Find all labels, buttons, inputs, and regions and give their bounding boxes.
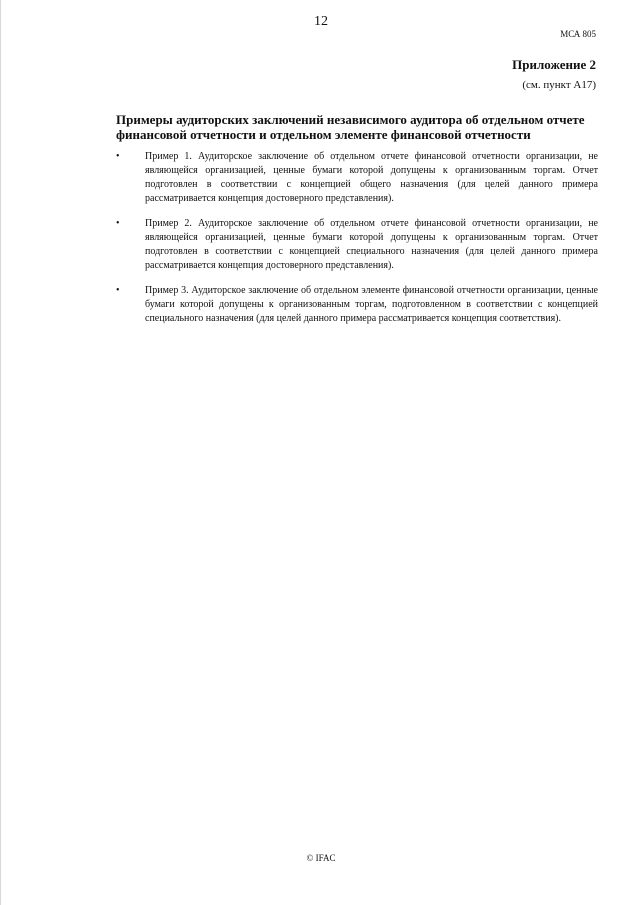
bullet-icon: • xyxy=(116,218,120,229)
page-number: 12 xyxy=(314,14,328,29)
appendix-reference: (см. пункт А17) xyxy=(522,79,596,91)
document-code: МСА 805 xyxy=(560,29,596,39)
section-title: Примеры аудиторских заключений независимого аудитора об отдельном отчете финансовой отчетности и отдельном элементе финансовой отчетности xyxy=(116,112,585,142)
list-item xyxy=(116,284,598,326)
bullet-icon: • xyxy=(116,151,120,162)
example-text: Пример 2. Аудиторское заключение об отдельном отчете финансовой отчетности организации, не являющейся организацией, ценные бумаги которой допущены к организованным торгам. Отчет подготовлен в соответствии с концепцией специального назначения (для целей данного примера рассматривается концепция достоверного представления). xyxy=(145,218,598,271)
copyright-footer: © IFAC xyxy=(306,853,336,863)
examples-list xyxy=(116,150,598,337)
bullet-icon: • xyxy=(116,285,120,296)
list-item xyxy=(116,217,598,273)
appendix-title: Приложение 2 xyxy=(512,57,596,72)
example-text: Пример 3. Аудиторское заключение об отдельном элементе финансовой отчетности организации, ценные бумаги которой допущены к организованным торгам, подготовленном в соответствии с концепцией специального назначения (для целей данного примера рассматривается концепция соответствия). xyxy=(145,285,598,324)
example-text: Пример 1. Аудиторское заключение об отдельном отчете финансовой отчетности организации, не являющейся организацией, ценные бумаги которой допущены к организованным торгам. Отчет подготовлен в соответствии с концепцией общего назначения (для целей данного примера рассматривается концепция достоверного представления). xyxy=(145,151,598,204)
list-item xyxy=(116,150,598,206)
